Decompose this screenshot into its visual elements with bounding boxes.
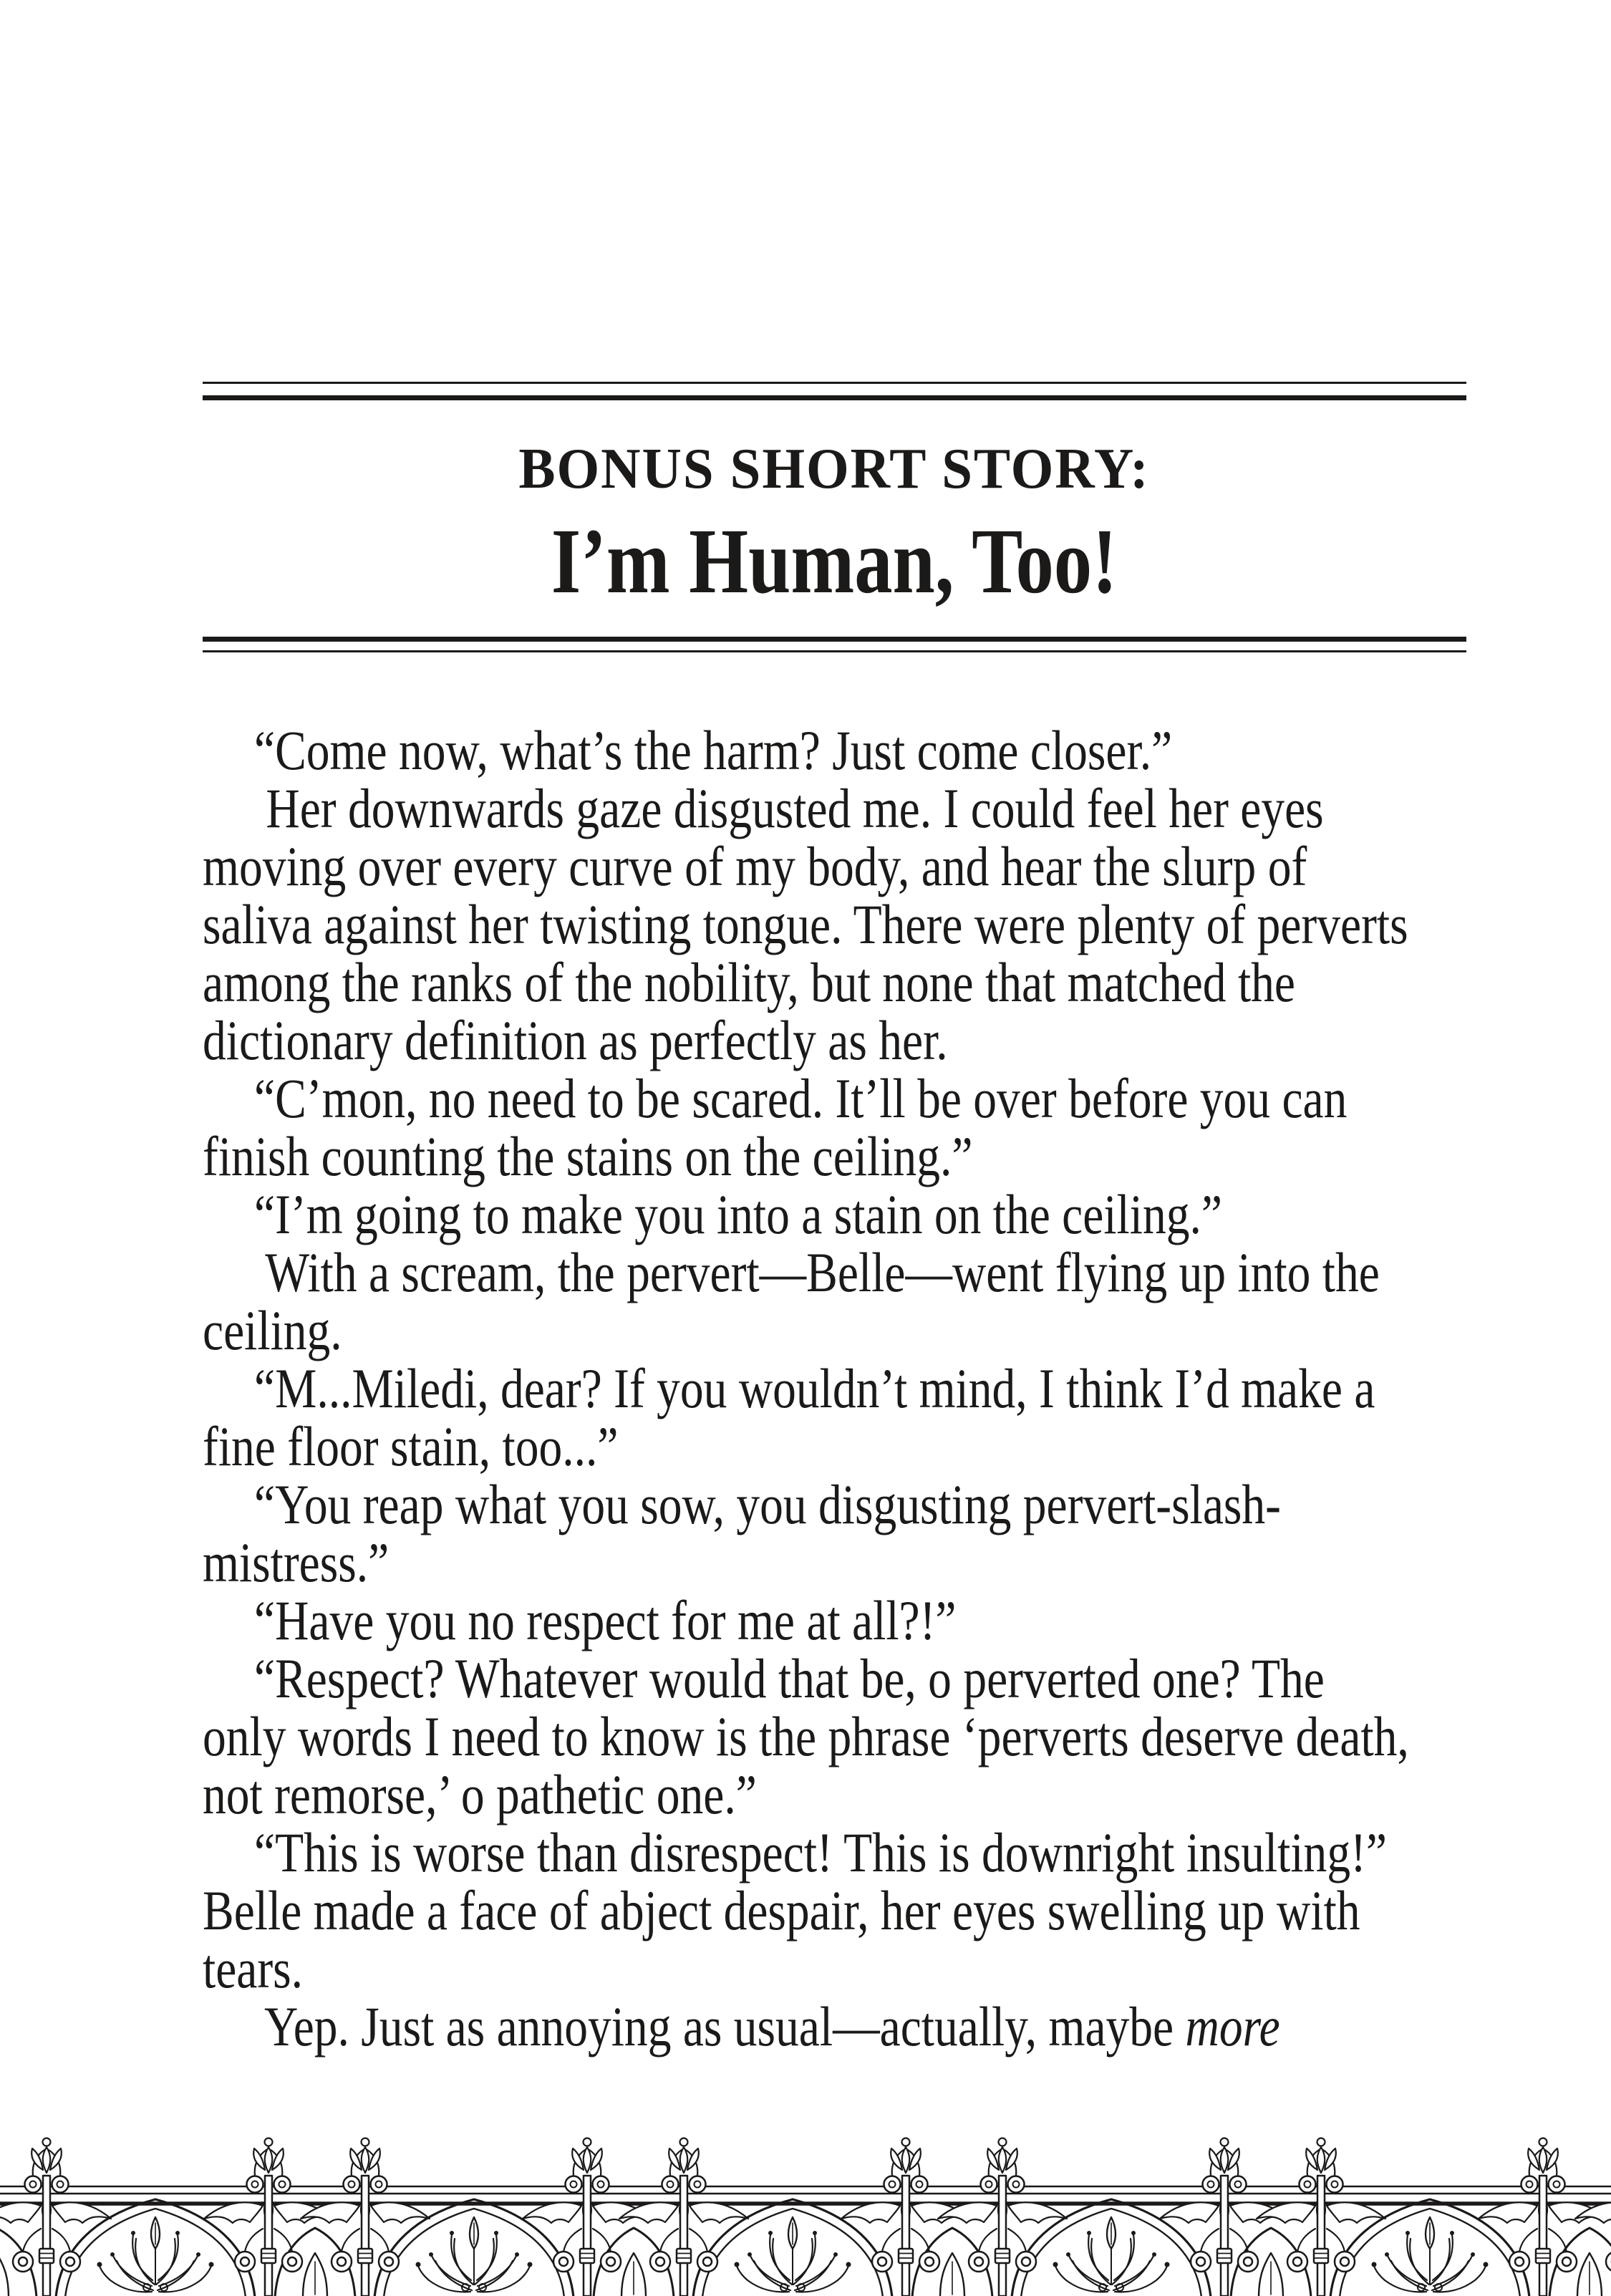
text-line xyxy=(203,1185,1563,1243)
header-rule-thick-top xyxy=(203,395,1466,400)
text-line-content: Her downwards gaze disgusted me. I could feel her eyes xyxy=(254,777,1324,839)
text-line-content: “C’mon, no need to be scared. It’ll be over before you can xyxy=(254,1067,1348,1129)
text-line-content: not remorse,’ o pathetic one.” xyxy=(203,1763,757,1825)
frieze-top-rail xyxy=(0,2186,1611,2194)
text-line xyxy=(203,779,1563,837)
header-rule-thin-top xyxy=(203,382,1466,384)
text-line-content: “M...Miledi, dear? If you wouldn’t mind, I think I’d make a xyxy=(254,1357,1375,1419)
text-line xyxy=(203,1243,1563,1301)
header-rule-thick-bottom xyxy=(203,637,1466,642)
text-line xyxy=(203,1417,1563,1475)
body-text xyxy=(203,719,1563,2058)
text-line xyxy=(203,1301,1563,1359)
frieze-unit xyxy=(938,2138,1311,2296)
story-kicker xyxy=(203,438,1466,501)
text-line-content: With a scream, the pervert—Belle—went flying up into the xyxy=(254,1241,1380,1303)
header-rule-thin-bottom xyxy=(203,650,1466,652)
text-line xyxy=(203,1937,1563,2000)
text-line xyxy=(203,1127,1563,1185)
text-line-content: fine floor stain, too...” xyxy=(203,1415,619,1477)
text-line-content: tears. xyxy=(203,1937,304,2000)
page-title-text: I’m Human, Too! xyxy=(551,510,1118,613)
frieze-unit xyxy=(1257,2138,1611,2296)
text-line xyxy=(203,1011,1563,1069)
text-line-content: dictionary definition as perfectly as her. xyxy=(203,1009,948,1071)
text-line xyxy=(203,895,1563,953)
text-line-content: Belle made a face of abject despair, her eyes swelling up with xyxy=(203,1879,1360,1942)
text-line-content: ceiling. xyxy=(203,1299,342,1361)
text-line-content: “This is worse than disrespect! This is downright insulting!” xyxy=(254,1821,1387,1883)
text-line-content: moving over every curve of my body, and hear the slurp of xyxy=(203,835,1307,897)
text-line-content: “Come now, what’s the harm? Just come closer.” xyxy=(254,719,1173,781)
ornamental-border-frieze xyxy=(0,2134,1611,2296)
text-line-content: “Have you no respect for me at all?!” xyxy=(254,1589,957,1651)
text-line xyxy=(203,1765,1563,1823)
frieze-unit xyxy=(619,2138,992,2296)
text-line xyxy=(203,1879,1563,1942)
text-line-content: saliva against her twisting tongue. There were plenty of perverts xyxy=(203,893,1408,955)
text-line-content: finish counting the stains on the ceiling.” xyxy=(203,1125,973,1187)
text-line xyxy=(203,1069,1563,1127)
text-line-content: Yep. Just as annoying as usual—actually, maybe more xyxy=(254,1995,1280,2058)
page-title xyxy=(203,510,1466,613)
text-line xyxy=(203,1823,1563,1881)
text-line xyxy=(203,721,1563,779)
text-line xyxy=(203,953,1563,1011)
text-line-content: “Respect? Whatever would that be, o perverted one? The xyxy=(254,1647,1325,1709)
text-line xyxy=(203,1475,1563,1533)
text-line xyxy=(203,1995,1563,2058)
text-line xyxy=(203,1649,1563,1707)
story-kicker-text: BONUS SHORT STORY: xyxy=(518,438,1151,501)
text-line-content: “You reap what you sow, you disgusting pervert-slash- xyxy=(254,1473,1281,1535)
text-line xyxy=(203,1591,1563,1649)
text-line-content: only words I need to know is the phrase ‘perverts deserve death, xyxy=(203,1705,1409,1767)
text-line xyxy=(203,1359,1563,1417)
text-line xyxy=(203,837,1563,895)
text-line-content: “I’m going to make you into a stain on the ceiling.” xyxy=(254,1183,1222,1245)
text-line-content: mistress.” xyxy=(203,1531,390,1593)
text-line xyxy=(203,1707,1563,1765)
text-line-content: among the ranks of the nobility, but none that matched the xyxy=(203,951,1296,1013)
text-line xyxy=(203,1533,1563,1591)
frieze-unit xyxy=(301,2138,674,2296)
